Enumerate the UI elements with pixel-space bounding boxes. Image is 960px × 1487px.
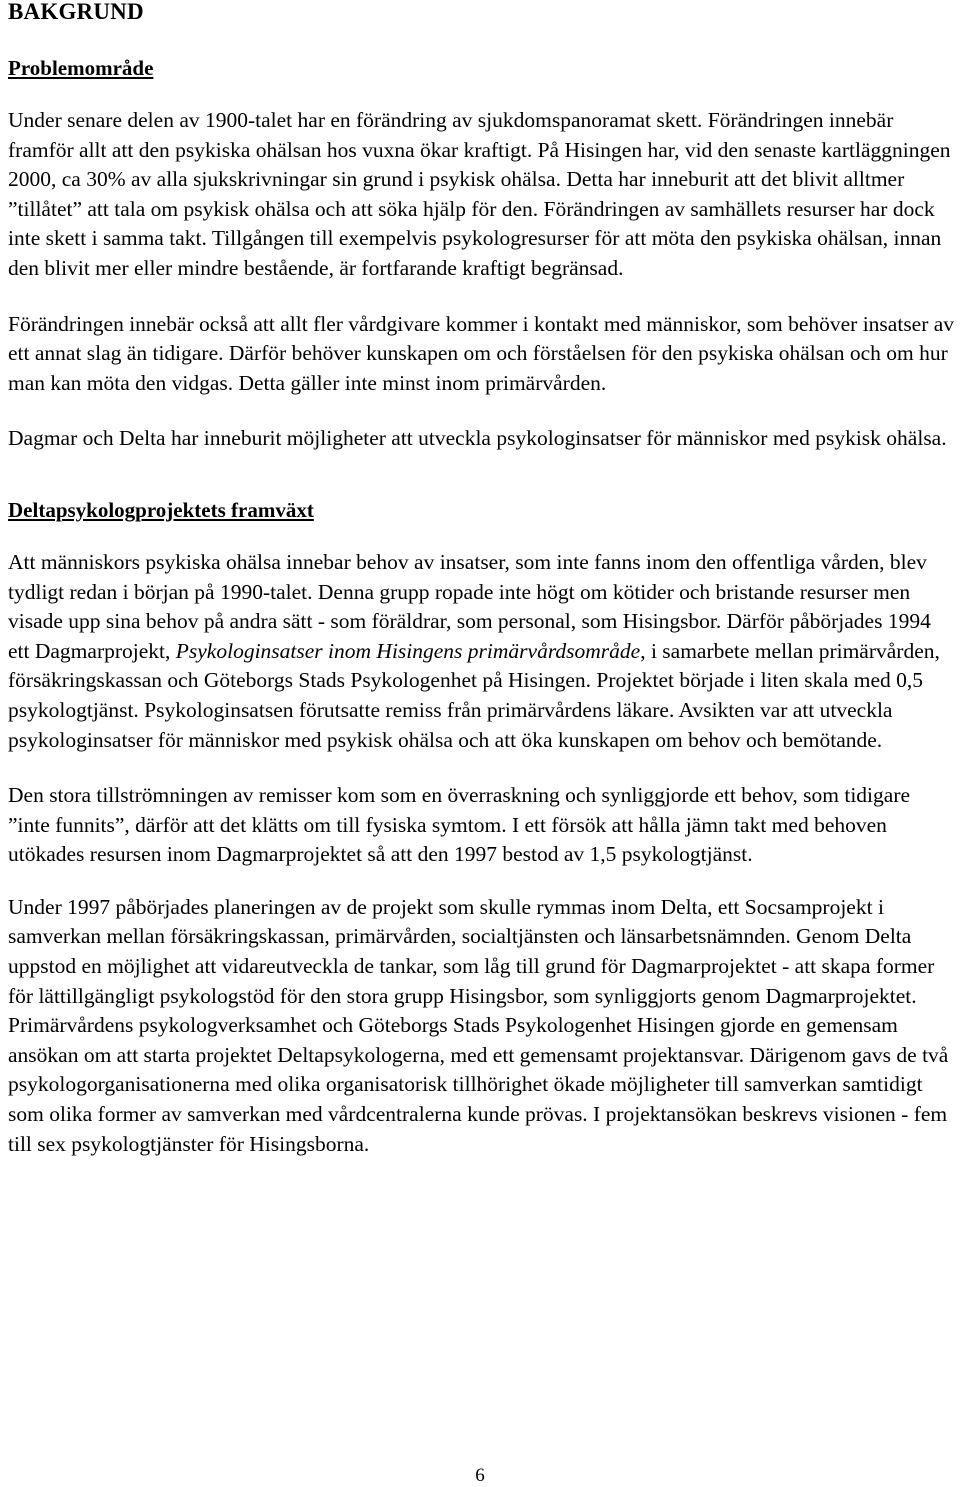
paragraph: Dagmar och Delta har inneburit möjligheter att utveckla psykologinsatser för människor med psykisk ohälsa. <box>8 426 947 451</box>
document-title: BAKGRUND <box>8 0 144 24</box>
page-number: 6 <box>475 1465 485 1486</box>
paragraph-text: Att människors psykiska ohälsa innebar behov av insatser, som inte fanns inom den offentliga vården, blev tydligt redan i början på 1990-talet. Denna grupp ropade inte högt om kötider och bristande resurser men visade upp sina behov på andra sätt - som föräldrar, som personal, som Hisingsbor. Därför påbörjades 1994 ett Dagmarprojekt, <box>8 549 931 663</box>
paragraph: Under senare delen av 1900-talet har en förändring av sjukdomspanoramat skett. Förändringen innebär framför allt att den psykiska ohälsan hos vuxna ökar kraftigt. På Hisingen har, vid den senaste kartläggningen 2000, ca 30% av alla sjukskrivningar sin grund i psykisk ohälsa. Detta har inneburit att det blivit alltmer ”tillåtet” att tala om psykisk ohälsa och att söka hjälp för den. Förändringen av samhällets resurser har dock inte skett i samma takt. Tillgången till exempelvis psykologresurser för att möta den psykiska ohälsan, innan den blivit mer eller mindre bestående, är fortfarande kraftigt begränsad. <box>8 108 951 280</box>
paragraph <box>8 548 956 755</box>
paragraph-text: , i samarbete mellan primärvården, försäkringskassan och Göteborgs Stads Psykologenhet på Hisingen. Projektet började i liten skala med 0,5 psykologtjänst. Psykologinsatsen förutsatte remiss från primärvårdens läkare. Avsikten var att utveckla psykologinsatser för människor med psykisk ohälsa och att öka kunskapen om behov och bemötande. <box>8 638 940 752</box>
section-heading-deltapsykologprojektets-framvaxt: Deltapsykologprojektets framväxt <box>8 497 314 522</box>
document-page <box>8 0 956 1159</box>
paragraph: Under 1997 påbörjades planeringen av de projekt som skulle rymmas inom Delta, ett Socsamprojekt i samverkan mellan försäkringskassan, primärvården, socialtjänsten och länsarbetsnämnden. Genom Delta uppstod en möjlighet att vidareutveckla de tankar, som låg till grund för Dagmarprojektet - att skapa former för lättillgängligt psykologstöd för den stora grupp Hisingsbor, som synliggjorts genom Dagmarprojektet. Primärvårdens psykologverksamhet och Göteborgs Stads Psykologenhet Hisingen gjorde en gemensam ansökan om att starta projektet Deltapsykologerna, med ett gemensamt projektansvar. Därigenom gavs de två psykologorganisationerna med olika organisatorisk tillhörighet ökade möjligheter till samverkan samtidigt som olika former av samverkan med vårdcentralerna kunde prövas. I projektansökan beskrevs visionen - fem till sex psykologtjänster för Hisingsborna. <box>8 894 949 1156</box>
paragraph: Förändringen innebär också att allt fler vårdgivare kommer i kontakt med människor, som behöver insatser av ett annat slag än tidigare. Därför behöver kunskapen om och förståelsen för den psykiska ohälsan och om hur man kan möta den vidgas. Detta gäller inte minst inom primärvården. <box>8 311 955 395</box>
paragraph: Den stora tillströmningen av remisser kom som en överraskning och synliggjorde ett behov, som tidigare ”inte funnits”, därför att det klätts om till fysiska symtom. I ett försök att hålla jämn takt med behoven utökades resursen inom Dagmarprojektet så att den 1997 bestod av 1,5 psykologtjänst. <box>8 783 911 867</box>
project-title-italic: Psykologinsatser inom Hisingens primärvårdsområde <box>175 638 641 663</box>
section-heading-problemomrade: Problemområde <box>8 56 154 80</box>
